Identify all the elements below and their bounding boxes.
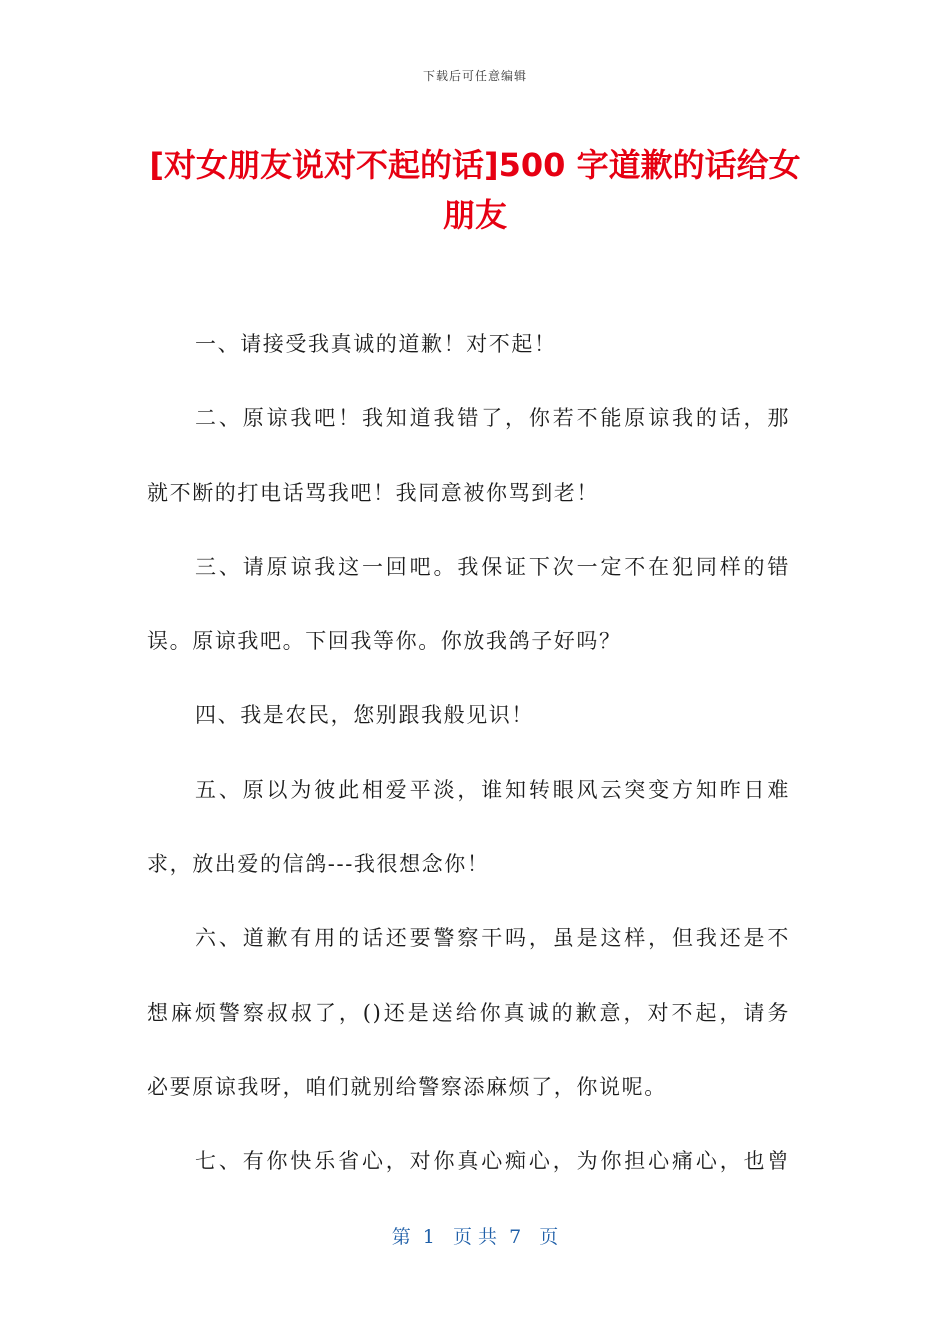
paragraph-line: 一、请接受我真诚的道歉！对不起！ [195, 332, 557, 356]
document-body [147, 307, 790, 1199]
document-title: [对女朋友说对不起的话]500 字道歉的话给女朋友 [149, 146, 801, 234]
header-note: 下载后可任意编辑 [422, 69, 527, 83]
paragraph-line: 误。原谅我吧。下回我等你。你放我鸽子好吗？ [147, 629, 622, 654]
page-number-footer: 第 1 页 共 7 页 [391, 1226, 559, 1248]
paragraph-line: 三、请原谅我这一回吧。我保证下次一定不在犯同样的错 [195, 554, 790, 579]
paragraph-line: 七、有你快乐省心，对你真心痴心，为你担心痛心，也曾 [195, 1149, 790, 1174]
paragraph-line: 六、道歉有用的话还要警察干吗，虽是这样，但我还是不 [195, 926, 790, 951]
paragraph-line: 五、原以为彼此相爱平淡，谁知转眼风云突变方知昨日难 [195, 777, 790, 802]
paragraph-line: 就不断的打电话骂我吧！我同意被你骂到老！ [147, 480, 599, 505]
paragraph-line: 二、原谅我吧！我知道我错了，你若不能原谅我的话，那 [195, 406, 790, 431]
paragraph-line: 四、我是农民，您别跟我般见识！ [195, 703, 534, 728]
paragraph-line: 必要原谅我呀，咱们就别给警察添麻烦了，你说呢。 [147, 1074, 667, 1099]
paragraph-line: 想麻烦警察叔叔了，()还是送给你真诚的歉意，对不起，请务 [147, 1000, 790, 1025]
paragraph-line: 求，放出爱的信鸽---我很想念你！ [147, 852, 490, 877]
